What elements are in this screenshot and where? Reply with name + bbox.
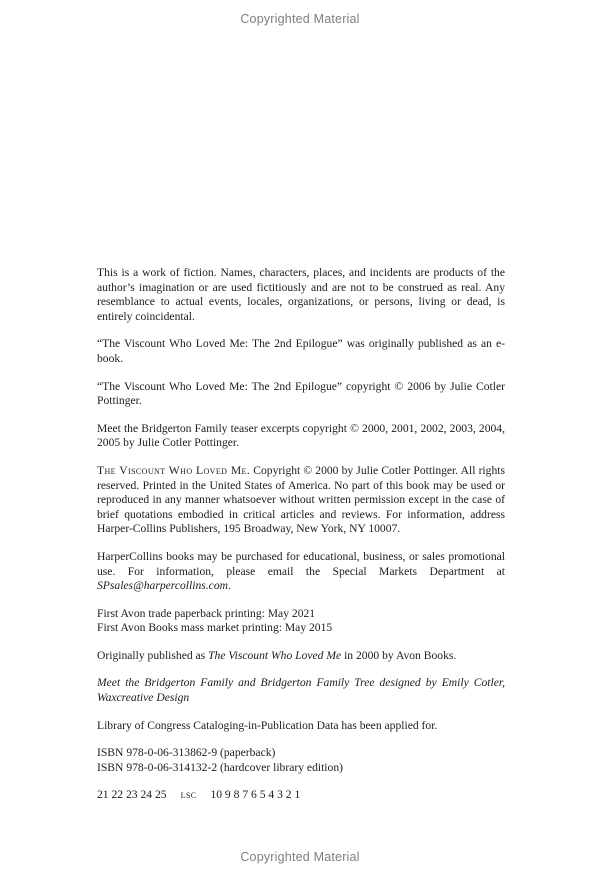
- special-markets-period: .: [228, 579, 231, 593]
- isbn-line-1: ISBN 978-0-06-313862-9 (paperback): [97, 746, 276, 760]
- copyright-text-block: [97, 266, 505, 816]
- paragraph-main-copyright: [97, 464, 505, 537]
- paragraph-special-markets: [97, 550, 505, 594]
- printers-key-code: lsc: [180, 788, 197, 802]
- book-title-italic: The Viscount Who Loved Me: [208, 648, 342, 662]
- paragraph-epilogue-copyright: “The Viscount Who Loved Me: The 2nd Epilogue” copyright © 2006 by Julie Cotler Pottinger.: [97, 379, 505, 408]
- paragraph-epilogue-ebook: “The Viscount Who Loved Me: The 2nd Epilogue” was originally published as an e-book.: [97, 337, 505, 365]
- printers-key-numbers: 10 9 8 7 6 5 4 3 2 1: [210, 788, 301, 802]
- original-publication-post: in 2000 by Avon Books.: [341, 648, 457, 662]
- isbn-line-2: ISBN 978-0-06-314132-2 (hardcover library edition): [97, 760, 343, 774]
- paragraph-library-of-congress: Library of Congress Cataloging-in-Publication Data has been applied for.: [97, 718, 438, 732]
- original-publication-pre: Originally published as: [97, 648, 209, 662]
- book-title-smallcaps: The Viscount Who Loved Me.: [97, 463, 251, 477]
- paragraph-designer-credit: Meet the Bridgerton Family and Bridgerton Family Tree designed by Emily Cotler, Waxcreative Design: [97, 676, 505, 705]
- main-copyright-text: Copyright © 2000 by Julie Cotler Pottinger. All rights reserved. Printed in the United States of America. No part of this book may be used or reproduced in any manner whatsoever without written permission except in the case of brief quotations embodied in critical articles and reviews. For information, address Harper-Collins Publishers, 195 Broadway, New York, NY 10007.: [97, 463, 505, 536]
- printers-key-years: 21 22 23 24 25: [97, 788, 167, 802]
- paragraph-printers-key: [97, 788, 505, 803]
- special-markets-email: SPsales@harpercollins.com: [97, 579, 228, 593]
- printing-history-line-1: First Avon trade paperback printing: May 2021: [97, 606, 316, 620]
- printing-history-line-2: First Avon Books mass market printing: May 2015: [97, 621, 333, 635]
- top-watermark: Copyrighted Material: [240, 12, 360, 26]
- paragraph-fiction-disclaimer: This is a work of fiction. Names, characters, places, and incidents are products of the author’s imagination or are used fictitiously and are not to be construed as real. Any resemblance to actual events, locales, organizations, or persons, living or dead, is entirely coincidental.: [97, 266, 505, 323]
- bottom-watermark: Copyrighted Material: [240, 850, 360, 864]
- paragraph-teaser-copyright: Meet the Bridgerton Family teaser excerpts copyright © 2000, 2001, 2002, 2003, 2004, 2005 by Julie Cotler Pottinger.: [97, 421, 505, 450]
- special-markets-text: HarperCollins books may be purchased for educational, business, or sales promotional use. For information, please email the Special Markets Department at: [97, 549, 505, 578]
- paragraph-original-publication: [97, 649, 505, 664]
